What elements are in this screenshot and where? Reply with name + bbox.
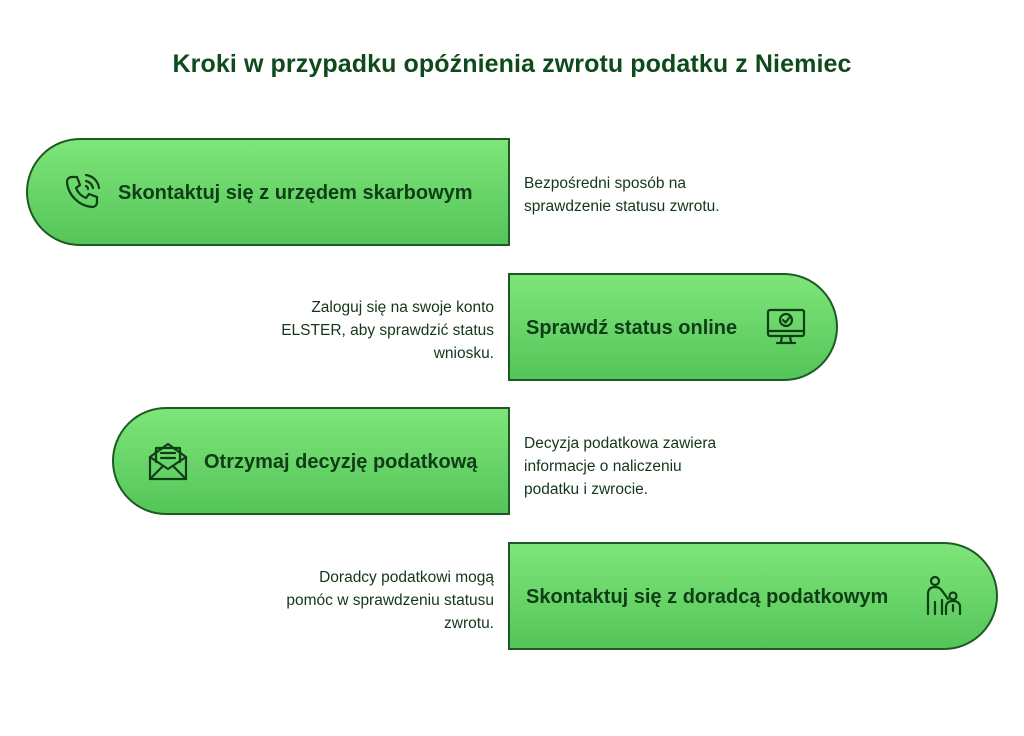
advisor-people-icon bbox=[922, 574, 966, 618]
step-1-description bbox=[524, 172, 720, 218]
step-2-description-line: wniosku. bbox=[433, 345, 494, 362]
step-2-pill bbox=[508, 273, 838, 381]
step-4-description-line: Doradcy podatkowi mogą bbox=[319, 569, 494, 586]
page-title: Kroki w przypadku opóźnienia zwrotu podatku z Niemiec bbox=[172, 50, 852, 78]
step-3-description-line: podatku i zwrocie. bbox=[524, 481, 649, 498]
step-1-description-line: sprawdzenie statusu zwrotu. bbox=[524, 198, 720, 215]
step-3-pill bbox=[112, 407, 510, 515]
step-2-description-line: ELSTER, aby sprawdzić status bbox=[281, 322, 494, 339]
step-1-description-line: Bezpośredni sposób na bbox=[524, 175, 687, 192]
step-2-label: Sprawdź status online bbox=[526, 317, 738, 339]
step-2-description-line: Zaloguj się na swoje konto bbox=[311, 299, 494, 316]
step-4-description-line: pomóc w sprawdzeniu statusu bbox=[286, 592, 494, 609]
step-1-label: Skontaktuj się z urzędem skarbowym bbox=[118, 182, 473, 204]
step-3-description-line: informacje o naliczeniu bbox=[524, 458, 682, 475]
step-2-description bbox=[281, 296, 494, 365]
step-3-label: Otrzymaj decyzję podatkową bbox=[204, 451, 478, 473]
step-3-description bbox=[524, 432, 716, 501]
step-4-description bbox=[286, 566, 494, 635]
step-4-pill bbox=[508, 542, 998, 650]
monitor-check-icon bbox=[764, 305, 808, 349]
step-4-label: Skontaktuj się z doradcą podatkowym bbox=[526, 586, 889, 608]
phone-icon bbox=[60, 170, 104, 214]
envelope-letter-icon bbox=[146, 439, 190, 483]
step-3-description-line: Decyzja podatkowa zawiera bbox=[524, 435, 717, 452]
step-1-pill bbox=[26, 138, 510, 246]
step-4-description-line: zwrotu. bbox=[444, 615, 494, 632]
